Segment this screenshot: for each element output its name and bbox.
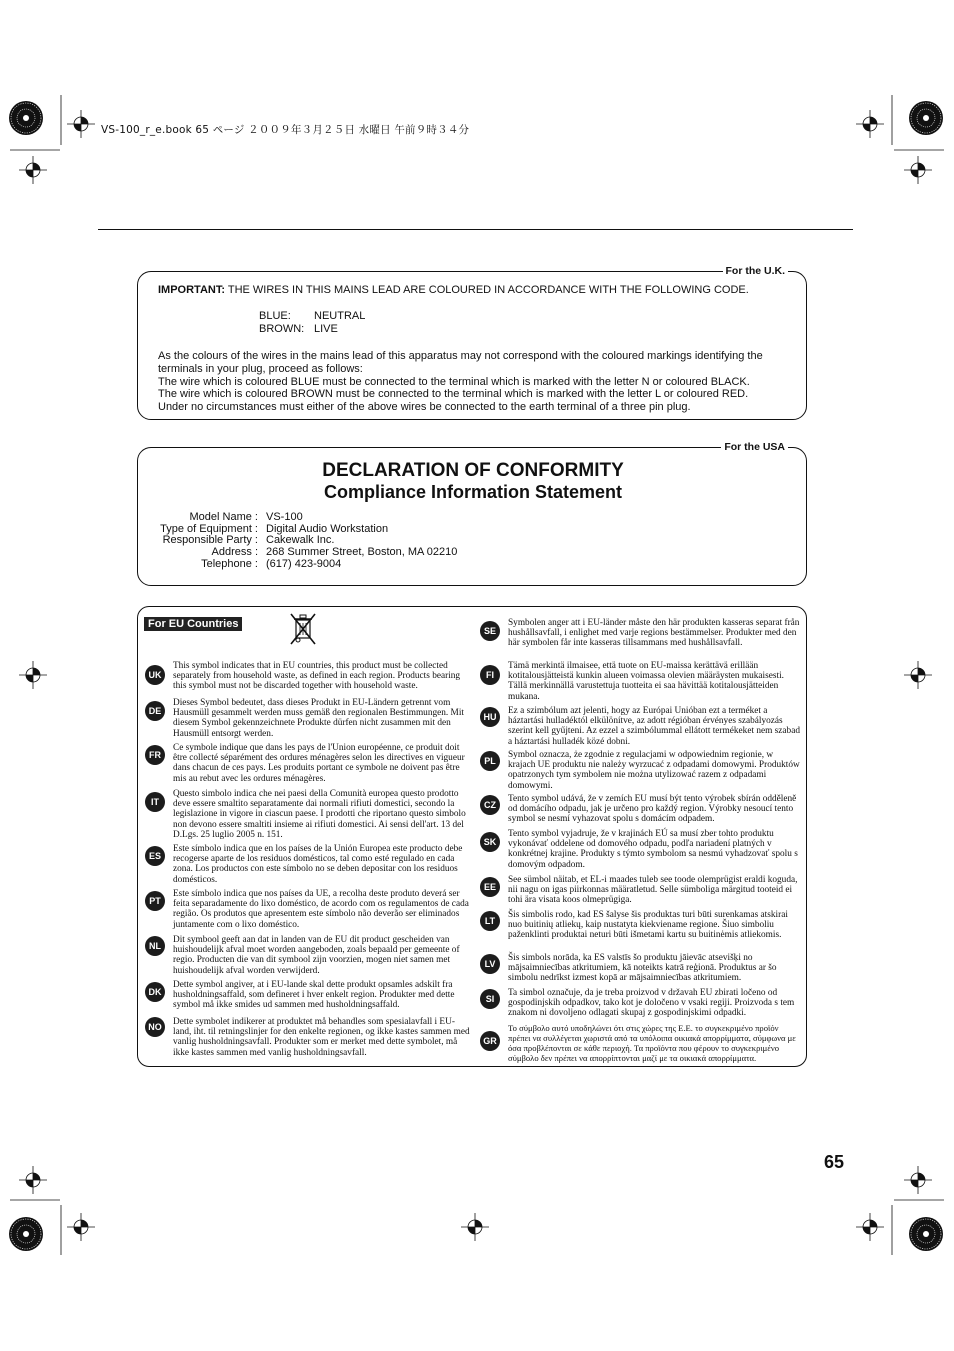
eu-entry-text: Tento symbol vyjadruje, že v krajinách EÚ sa musí zber tohto produktu vykonávať oddelene od domového odpadu, podľa nariadení platných v konkrétnej krajine. Produkty s týmto symbolom sa nesmú vyhadzovať spolu s domovým odpadom. [508,829,798,870]
eu-entry-text: Dit symbool geeft aan dat in landen van de EU dit product gescheiden van huishoudelijk afval moet worden aangeboden, zoals bepaald per gemeente of regio. Producten die van dit symbool zijn voorzien, mogen niet samen met huishoudelijk afval worden verwijderd. [173,935,460,976]
field-label: Address : [211,546,258,559]
important-label: IMPORTANT: [158,284,226,296]
country-badge: HU [480,707,500,727]
country-badge: PT [145,891,165,911]
country-badge: SE [480,621,500,641]
country-badge: FI [480,665,500,685]
declaration-fields [148,512,457,571]
header-rule [98,229,853,230]
eu-entry-text: This symbol indicates that in EU countries, this product must be collected separately from household waste, as defined in each region. Products bearing this symbol must not be discarded together with household waste. [173,661,461,692]
eu-entry-text: See sümbol näitab, et EL-i maades tuleb see toode olemprügist eraldi koguda, nii nagu on igas piirkonnas määratletud. Selle sümboliga märgitud tooteid ei tohi ära visata koos olmeprügiga. [508,875,798,906]
running-head: VS-100_r_e.book 65 ページ ２００９年３月２５日 水曜日 午前９時３４分 [101,124,470,136]
uk-instructions [158,350,798,414]
eu-entry-text: Tämä merkintä ilmaisee, että tuote on EU-maissa kerättävä erillään kotitalousjätteistä kunkin alueen voimassa olevien määräysten mukaisesti. Tällä merkinnällä varustettuja tuotteita ei saa hävittää kotitalousjätteiden mukana. [508,661,784,702]
wire-row [259,310,365,323]
eu-entry-text: Este símbolo indica que en los países de la Unión Europea este producto debe recogerse aparte de los residuos domésticos, tal como esté regulado en cada zona. Los productos con este símbolo no se deben depositar con los residuos domésticos. [173,844,463,885]
field-value: 268 Summer Street, Boston, MA 02210 [266,546,458,559]
country-badge: UK [145,665,165,685]
country-badge: PL [480,751,500,771]
uk-instruction-line: The wire which is coloured BROWN must be connected to the terminal which is marked with the letter L or coloured RED. [158,388,749,401]
country-badge: DE [145,701,165,721]
eu-entry-text: Ez a szimbólum azt jelenti, hogy az Európai Unióban ezt a terméket a háztartási hulladéktól elkülönítve, az adott régióban érvényes szabályozás szerint kell gyűjteni. Az ezzel a szimbólummal ellátott termékeket nem szabad a háztartási hulladék közé dobni. [508,706,800,747]
country-badge: FR [145,745,165,765]
eu-entry-text: Symbolen anger att i EU-länder måste den här produkten kasseras separat från hushållsavfall, i enlighet med varje regions bestämmelser. Produkter med den här symbolen får inte kasseras tillsammans med hushållsavfall. [508,618,800,649]
field-value: VS-100 [266,511,303,523]
wire-code-list [259,310,365,336]
wire-meaning: LIVE [314,322,338,335]
country-badge: DK [145,982,165,1002]
declaration-title: DECLARATION OF CONFORMITY [322,460,624,481]
uk-notice-box [137,265,807,420]
field-row [148,512,457,524]
eu-entry-text: Dette symbol angiver, at i EU-lande skal dette produkt opsamles adskilt fra husholdningsaffald, som defineret i hver enkelt region. Produkter med dette symbol må ikke smides ud sammen med husholdningsaffald. [173,980,455,1011]
eu-entry-text: Το σύμβολο αυτό υποδηλώνει ότι στις χώρες της Ε.Ε. το συγκεκριμένο προϊόν πρέπει να συλλέγεται χωριστά από τα υπόλοιπα οικιακά απορρίμματα, σύμφωνα με όσα προβλέπονται σε κάθε περιοχή. Τα προϊόντα που φέρουν το συγκεκριμένο σύμβολο δεν πρέπει να απορρίπτονται μαζί με τα οικιακά απορρίμματα. [508,1023,796,1063]
field-label: Responsible Party : [162,534,258,547]
wire-color: BLUE: [259,310,291,322]
eu-entry-text: Tento symbol udává, že v zemích EU musí být tento výrobek sbírán odděleně od domácího odpadu, jak je určeno pro každý region. Výrobky nesoucí tento symbol se nesmí vyhazovat spolu s domácím odpadem. [508,794,797,825]
country-badge: LV [480,954,500,974]
eu-weee-box [137,606,807,1067]
uk-box-tag: For the U.K. [723,265,789,277]
uk-instruction-line: As the colours of the wires in the mains lead of this apparatus may not correspond with the coloured markings identifying the terminals in your plug, proceed as follows: [158,350,763,375]
declaration-subtitle: Compliance Information Statement [323,482,623,502]
country-badge: GR [480,1031,500,1051]
eu-entry-text: Dette symbolet indikerer at produktet må behandles som spesialavfall i EU-land, iht. til retningslinjer for den enkelte regionen, og ikke kastes sammen med vanlig husholdningsavfall. Produkter som er merket med dette symbolet, må ikke kastes sammen med vanlig husholdningsavfall. [173,1017,470,1058]
country-badge: NO [145,1017,165,1037]
page-number: 65 [823,1152,844,1172]
country-badge: CZ [480,795,500,815]
wire-row [259,323,365,336]
usa-box-tag: For the USA [721,441,788,453]
eu-entry-text: Ta simbol označuje, da je treba proizvod v državah EU zbirati ločeno od gospodinjskih odpadkov, tako kot je določeno v vsaki regiji. Proizvoda s tem znakom ni dovoljeno odlagati skupaj z gospodinjskimi odpadki. [508,988,795,1019]
field-row [148,559,457,571]
country-badge: IT [145,792,165,812]
country-badge: SI [480,989,500,1009]
uk-instruction-line: The wire which is coloured BLUE must be connected to the terminal which is marked with the letter N or coloured BLACK. [158,375,750,388]
eu-entry-text: Dieses Symbol bedeutet, dass dieses Produkt in EU-Ländern getrennt vom Hausmüll gesammelt werden muss gemäß den regionalen Bestimmungen. Mit diesem Symbol gekennzeichnete Produkte dürfen nicht zusammen mit den Hausmüll entsorgt werden. [173,698,464,739]
eu-entry-text: Symbol oznacza, że zgodnie z regulacjami w odpowiednim regionie, w krajach UE produktu nie należy wyrzucać z odpadami domowymi. Produktów opatrzonych tym symbolem nie można utylizować razem z odpadami domowymi. [508,750,800,791]
wire-meaning: NEUTRAL [314,310,366,322]
country-badge: LT [480,911,500,931]
field-label: Model Name : [189,511,258,523]
eu-entry-text: Questo simbolo indica che nei paesi della Comunità europea questo prodotto deve essere smaltito separatamente dai normali rifiuti domestici, secondo la legislazione in vigore in ciascun paese. I prodotti che riportano questo simbolo non devono essere smaltiti insieme ai rifiuti domestici. Ai sensi dell'art. 13 del D.Lgs. 25 luglio 2005 n. 151. [173,789,466,840]
field-label: Telephone : [201,557,258,570]
country-badge: EE [480,877,500,897]
eu-entry-text: Šis simbolis rodo, kad ES šalyse šis produktas turi būti surenkamas atskirai nuo buitinių atliekų, kaip nustatyta kiekviename regione. Šiuo simboliu paženklinti produktai neturi būti išmetami kartu su buitinėmis atliekomis. [508,910,788,941]
field-value: (617) 423-9004 [266,557,342,570]
country-badge: NL [145,936,165,956]
field-value: Cakewalk Inc. [266,534,335,547]
uk-instruction-line: Under no circumstances must either of the above wires be connected to the earth terminal of a three pin plug. [158,401,691,414]
eu-entry-text: Este símbolo indica que nos países da UE, a recolha deste produto deverá ser feita separadamente do lixo doméstico, de acordo com os regulamentos de cada região. Os produtos que apresentem este símbolo não deverão ser eliminados juntamente com o lixo doméstico. [173,889,469,930]
field-value: Digital Audio Workstation [266,522,389,535]
country-badge: SK [480,832,500,852]
usa-declaration-box [137,441,807,586]
wire-color: BROWN: [259,322,305,335]
field-label: Type of Equipment : [160,522,258,535]
country-badge: ES [145,846,165,866]
eu-entry-text: Ce symbole indique que dans les pays de l'Union européenne, ce produit doit être collecté séparément des ordures ménagères selon les directives en vigueur dans chacun de ces pays. Les produits portant ce symbole ne doivent pas être mis au rebut avec les ordures ménagères. [173,743,465,784]
crossed-bin-icon [288,612,318,646]
important-text: THE WIRES IN THIS MAINS LEAD ARE COLOURED IN ACCORDANCE WITH THE FOLLOWING CODE. [225,284,749,296]
eu-label: For EU Countries [144,617,242,631]
eu-entry-text: Šis simbols norāda, ka ES valstīs šo produktu jāievāc atsevišķi no mājsaimniecības atkritumiem, kā noteikts katrā reģionā. Produktus ar šo simbolu nedrīkst izmest kopā ar mājsaimniecības atkritumiem. [508,953,777,984]
uk-important-line [158,284,798,297]
